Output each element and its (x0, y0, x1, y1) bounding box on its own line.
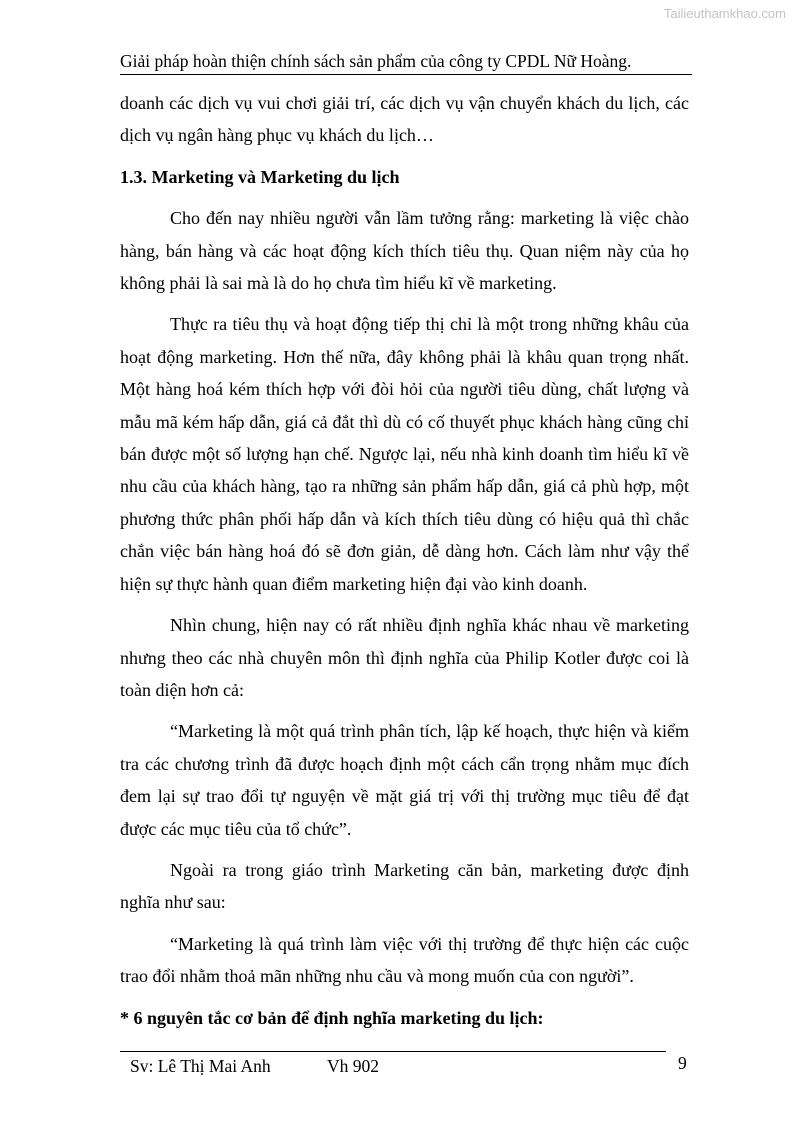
header-divider (120, 74, 692, 75)
page-header-title: Giải pháp hoàn thiện chính sách sản phẩm của công ty CPDL Nữ Hoàng. (120, 51, 632, 71)
paragraph-textbook-intro: Ngoài ra trong giáo trình Marketing căn bản, marketing được định nghĩa như sau: (120, 859, 689, 913)
footer-author: Sv: Lê Thị Mai Anh (130, 1056, 271, 1076)
page-number: 9 (678, 1053, 687, 1073)
quote-kotler-definition: “Marketing là một quá trình phân tích, lập kế hoạch, thực hiện và kiểm tra các chương trình đã được hoạch định một cách cẩn trọng nhằm mục đích đem lại sự trao đổi tự nguyện về mặt giá trị với thị trường mục tiêu để đạt được các mục tiêu của tổ chức”. (120, 721, 689, 839)
paragraph-definitions-intro: Nhìn chung, hiện nay có rất nhiều định nghĩa khác nhau về marketing nhưng theo các nhà chuyên môn thì định nghĩa của Philip Kotler được coi là toàn diện hơn cả: (120, 615, 689, 700)
quote-textbook-definition: “Marketing là quá trình làm việc với thị trường để thực hiện các cuộc trao đổi nhằm thoả mãn những nhu cầu và mong muốn của con người”. (120, 933, 689, 987)
closing-heading: * 6 nguyên tắc cơ bản để định nghĩa marketing du lịch: (120, 1007, 544, 1028)
paragraph-misconception: Cho đến nay nhiều người vẫn lầm tưởng rằng: marketing là việc chào hàng, bán hàng và các hoạt động kích thích tiêu thụ. Quan niệm này của họ không phải là sai mà là do họ chưa tìm hiểu kĩ về marketing. (120, 208, 689, 294)
document-body (120, 87, 689, 1034)
footer-class-code: Vh 902 (327, 1056, 380, 1076)
paragraph-sales-role: Thực ra tiêu thụ và hoạt động tiếp thị chỉ là một trong những khâu của hoạt động marketing. Hơn thế nữa, đây không phải là khâu quan trọng nhất. Một hàng hoá kém thích hợp với đòi hỏi của người tiêu dùng, chất lượng và mẫu mã kém hấp dẫn, giá cả đắt thì dù có cố thuyết phục khách hàng cũng chỉ bán được một số lượng hạn chế. Ngược lại, nếu nhà kinh doanh tìm hiểu kĩ về nhu cầu của khách hàng, tạo ra những sản phẩm hấp dẫn, giá cả phù hợp, một phương thức phân phối hấp dẫn và kích thích tiêu dùng có hiệu quả thì chắc chắn việc bán hàng hoá đó sẽ đơn giản, dễ dàng hơn. Cách làm như vậy thể hiện sự thực hành quan điểm marketing hiện đại vào kinh doanh. (120, 314, 689, 594)
footer-divider (120, 1051, 666, 1052)
section-heading: 1.3. Marketing và Marketing du lịch (120, 166, 400, 187)
watermark: Tailieuthamkhao.com (663, 6, 786, 21)
continuation-paragraph: doanh các dịch vụ vui chơi giải trí, các dịch vụ vận chuyển khách du lịch, các dịch vụ ngân hàng phục vụ khách du lịch… (120, 93, 689, 146)
